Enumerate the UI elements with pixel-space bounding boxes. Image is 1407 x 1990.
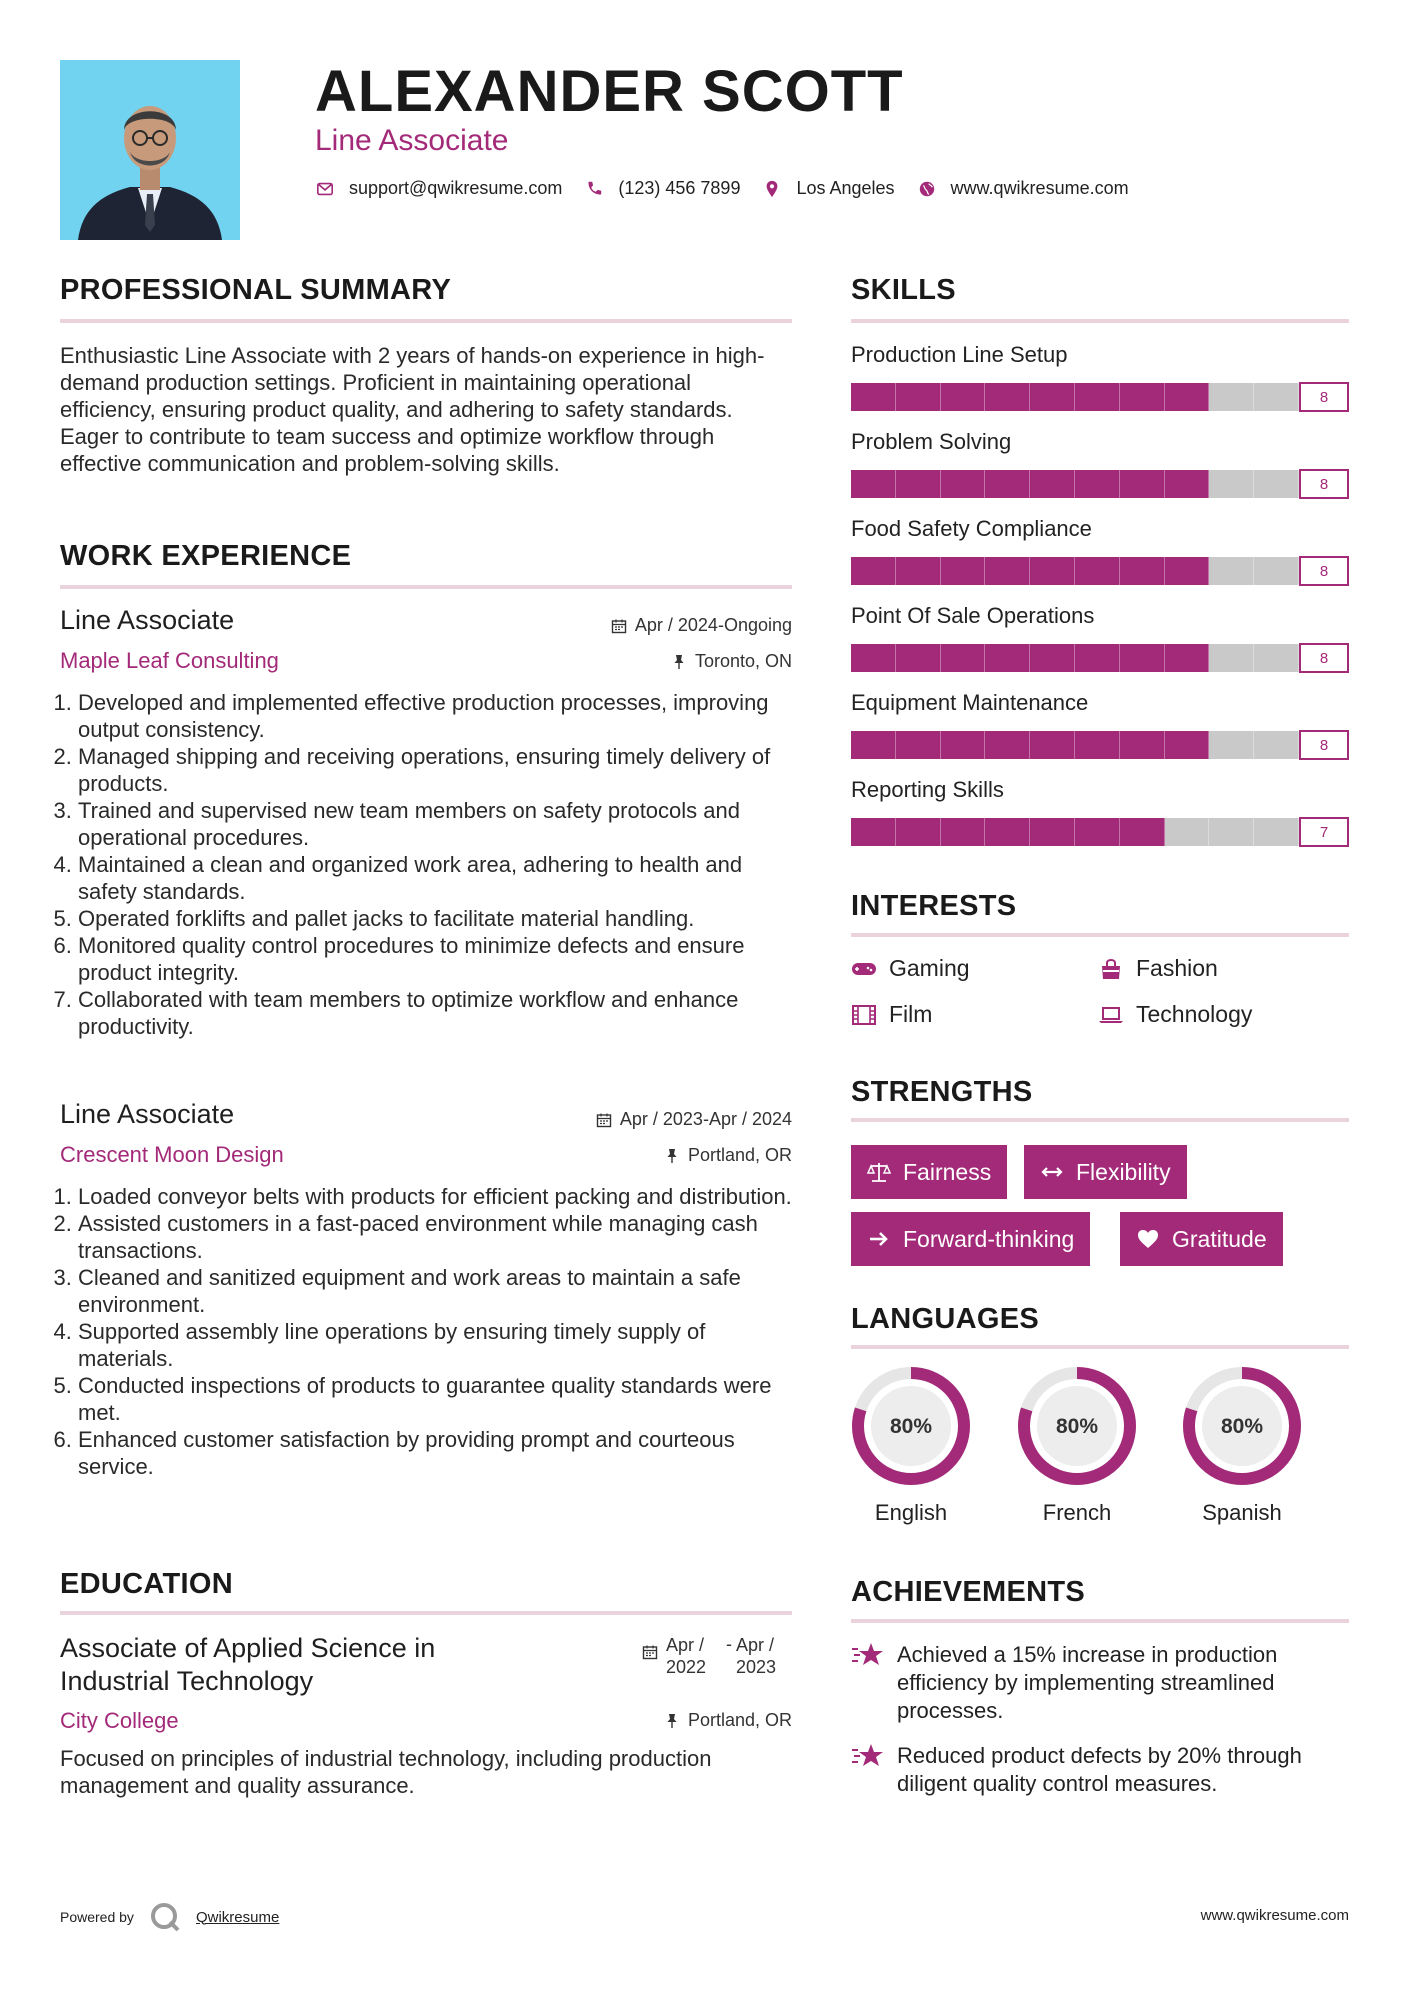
education-location-text: Portland, OR <box>687 1710 792 1730</box>
achievement-text: Reduced product defects by 20% through diligent quality control measures. <box>897 1743 1302 1796</box>
contact-email[interactable] <box>315 178 562 199</box>
language-progress-ring <box>1180 1364 1304 1488</box>
skill-label: Food Safety Compliance <box>851 516 1092 541</box>
education-divider <box>60 1611 792 1615</box>
job-location-text: Portland, OR <box>687 1145 792 1165</box>
qwikresume-logo-icon <box>148 1900 182 1934</box>
calendar-icon <box>642 1644 658 1660</box>
interest-label: Gaming <box>889 955 970 981</box>
list-item: 3. Cleaned and sanitized equipment and work areas to maintain a safe environment. <box>78 1264 792 1318</box>
strength-chip <box>851 1212 1090 1266</box>
education-location <box>500 1710 792 1731</box>
skill-score-badge: 8 <box>1299 556 1349 586</box>
list-item: 3. Trained and supervised new team members on safety protocols and operational procedures. <box>78 797 792 851</box>
education-description: Focused on principles of industrial technology, including production management and quality assurance. <box>60 1746 712 1798</box>
job-bullets <box>60 1183 792 1480</box>
skill-bar-segment <box>941 731 986 759</box>
language-name: French <box>1042 1500 1112 1525</box>
skill-score-badge: 8 <box>1299 730 1349 760</box>
skill-bar-segment <box>1165 644 1210 672</box>
skill-bar-segment <box>1030 557 1075 585</box>
interest-gaming <box>851 955 970 982</box>
skill-bar-segment <box>1120 818 1165 846</box>
interest-film <box>851 1001 932 1028</box>
language-progress-ring <box>1015 1364 1139 1488</box>
website-text: www.qwikresume.com <box>950 178 1129 198</box>
job-title: Line Associate <box>60 1099 235 1129</box>
skill-bar-segment <box>1030 818 1075 846</box>
phone-icon <box>584 179 604 199</box>
skill-bar-segment <box>896 383 941 411</box>
skill-label: Point Of Sale Operations <box>851 603 1095 628</box>
calendar-icon <box>596 1112 612 1128</box>
job-dates <box>500 1109 792 1130</box>
skill-score-badge: 8 <box>1299 643 1349 673</box>
strength-label: Gratitude <box>1172 1225 1267 1252</box>
job-location-text: Toronto, ON <box>694 651 792 671</box>
skill-bar-segment <box>1254 557 1299 585</box>
skill-bar <box>851 730 1299 760</box>
list-item: 4. Maintained a clean and organized work area, adhering to health and safety standards. <box>78 851 792 905</box>
skill-bar-segment <box>985 818 1030 846</box>
brand-link[interactable]: Qwikresume <box>195 1908 280 1926</box>
strength-chip <box>1120 1212 1283 1266</box>
language-progress-ring <box>849 1364 973 1488</box>
contact-bar <box>315 178 1151 199</box>
list-item: 4. Supported assembly line operations by ensuring timely supply of materials. <box>78 1318 792 1372</box>
skills-divider <box>851 319 1349 323</box>
skill-score-badge: 8 <box>1299 469 1349 499</box>
language-name: English <box>874 1500 948 1525</box>
interest-technology <box>1098 1001 1252 1028</box>
job-dates-text: Apr / 2023-Apr / 2024 <box>619 1109 792 1129</box>
skill-bar-segment <box>985 383 1030 411</box>
skill-bar-segment <box>941 383 986 411</box>
job-location <box>500 1145 792 1166</box>
education-start: Apr / 2022 <box>666 1635 707 1677</box>
skill-bar-segment <box>941 470 986 498</box>
job-dates <box>500 615 792 636</box>
skill-bar-segment <box>1120 557 1165 585</box>
film-icon <box>851 1004 877 1026</box>
double-arrow-icon <box>1040 1160 1064 1184</box>
skill-bar-segment <box>1209 818 1254 846</box>
languages-divider <box>851 1345 1349 1349</box>
languages-heading: LANGUAGES <box>851 1303 1039 1335</box>
pushpin-icon <box>664 1148 680 1164</box>
skill-bar-segment <box>851 383 896 411</box>
strengths-heading: STRENGTHS <box>851 1076 1033 1108</box>
achievements-divider <box>851 1619 1349 1623</box>
strength-chip <box>851 1145 1007 1199</box>
skill-bar-segment <box>985 557 1030 585</box>
list-item: 1. Developed and implemented effective production processes, improving output consistency. <box>78 689 792 743</box>
heart-icon <box>1136 1227 1160 1251</box>
achievement-item <box>851 1742 1349 1798</box>
summary-divider <box>60 319 792 323</box>
skill-bar-segment <box>896 470 941 498</box>
job-dates-text: Apr / 2024-Ongoing <box>634 615 792 635</box>
language-item <box>1015 1364 1139 1526</box>
gamepad-icon <box>851 958 877 980</box>
interest-label: Fashion <box>1136 955 1218 981</box>
balance-scale-icon <box>867 1160 891 1184</box>
skill-bar-segment <box>896 644 941 672</box>
list-item: 5. Operated forklifts and pallet jacks to facilitate material handling. <box>78 905 792 932</box>
degree-title: Associate of Applied Science in Industrial Technology <box>60 1633 436 1696</box>
contact-website[interactable] <box>917 178 1129 199</box>
language-percent: 80% <box>1220 1415 1264 1438</box>
list-item: 2. Assisted customers in a fast-paced environment while managing cash transactions. <box>78 1210 792 1264</box>
skill-bar-segment <box>1030 731 1075 759</box>
skills-heading: SKILLS <box>851 274 956 306</box>
skill-bar-segment <box>1120 470 1165 498</box>
contact-location <box>762 178 894 199</box>
skill-bar-segment <box>941 557 986 585</box>
language-percent: 80% <box>1055 1415 1099 1438</box>
experience-divider <box>60 585 792 589</box>
skill-bar-segment <box>1120 731 1165 759</box>
skill-bar <box>851 382 1299 412</box>
footer-branding <box>60 1900 279 1934</box>
star-badge-icon <box>851 1641 885 1669</box>
skill-bar-segment <box>1075 470 1120 498</box>
education-dates <box>600 1634 792 1678</box>
skill-score-badge: 7 <box>1299 817 1349 847</box>
envelope-icon <box>315 179 335 199</box>
skill-bar-segment <box>896 818 941 846</box>
skill-bar-segment <box>1165 731 1210 759</box>
map-pin-icon <box>762 179 782 199</box>
list-item: 7. Collaborated with team members to optimize workflow and enhance productivity. <box>78 986 792 1040</box>
shopping-bag-icon <box>1098 958 1124 980</box>
skill-bar-segment <box>941 644 986 672</box>
strength-chip <box>1024 1145 1187 1199</box>
candidate-name: ALEXANDER SCOTT <box>315 59 904 124</box>
skill-bar-segment <box>851 644 896 672</box>
skill-bar-segment <box>1030 644 1075 672</box>
language-name: Spanish <box>1202 1500 1282 1525</box>
job-title: Line Associate <box>60 605 235 635</box>
job-company: Maple Leaf Consulting <box>60 648 279 673</box>
skill-bar-segment <box>1254 470 1299 498</box>
skill-bar-segment <box>1254 818 1299 846</box>
interests-heading: INTERESTS <box>851 890 1017 922</box>
skill-bar-segment <box>851 470 896 498</box>
list-item: 5. Conducted inspections of products to guarantee quality standards were met. <box>78 1372 792 1426</box>
experience-heading: WORK EXPERIENCE <box>60 540 352 572</box>
skill-bar-segment <box>1120 383 1165 411</box>
pushpin-icon <box>664 1713 680 1729</box>
education-heading: EDUCATION <box>60 1568 233 1600</box>
interest-fashion <box>1098 955 1218 982</box>
skill-bar-segment <box>1075 644 1120 672</box>
list-item: 1. Loaded conveyor belts with products for efficient packing and distribution. <box>78 1183 792 1210</box>
strength-label: Fairness <box>903 1158 992 1185</box>
skill-bar-segment <box>1075 818 1120 846</box>
school-name: City College <box>60 1708 179 1733</box>
skill-bar-segment <box>985 644 1030 672</box>
skill-bar <box>851 817 1299 847</box>
summary-heading: PROFESSIONAL SUMMARY <box>60 274 452 306</box>
list-item: 6. Monitored quality control procedures to minimize defects and ensure product integrity. <box>78 932 792 986</box>
strengths-divider <box>851 1118 1349 1122</box>
skill-bar-segment <box>1254 644 1299 672</box>
interest-label: Film <box>889 1001 933 1027</box>
skill-label: Reporting Skills <box>851 777 1004 802</box>
interests-divider <box>851 933 1349 937</box>
skill-bar-segment <box>1075 383 1120 411</box>
strength-label: Flexibility <box>1076 1158 1171 1185</box>
skill-bar-segment <box>941 818 986 846</box>
skill-bar-segment <box>1209 383 1254 411</box>
skill-label: Production Line Setup <box>851 342 1068 367</box>
skill-label: Equipment Maintenance <box>851 690 1089 715</box>
skill-bar-segment <box>1120 644 1165 672</box>
achievement-item <box>851 1641 1349 1725</box>
phone-text: (123) 456 7899 <box>618 178 741 198</box>
calendar-icon <box>611 618 627 634</box>
email-text: support@qwikresume.com <box>349 178 563 198</box>
date-separator: - <box>726 1634 732 1654</box>
skill-bar-segment <box>896 731 941 759</box>
language-item <box>1180 1364 1304 1526</box>
language-percent: 80% <box>889 1415 933 1438</box>
strength-label: Forward-thinking <box>903 1225 1075 1252</box>
profile-photo <box>60 60 240 240</box>
skill-bar-segment <box>1254 731 1299 759</box>
skill-bar-segment <box>1165 557 1210 585</box>
skill-bar-segment <box>1209 557 1254 585</box>
skill-bar-segment <box>985 731 1030 759</box>
candidate-role: Line Associate <box>315 124 509 157</box>
skill-bar-segment <box>985 470 1030 498</box>
star-badge-icon <box>851 1742 885 1770</box>
contact-phone[interactable] <box>584 178 740 199</box>
skill-bar <box>851 556 1299 586</box>
arrow-right-icon <box>867 1227 891 1251</box>
skill-label: Problem Solving <box>851 429 1012 454</box>
language-item <box>849 1364 973 1526</box>
skill-bar-segment <box>1209 644 1254 672</box>
skill-bar-segment <box>1254 383 1299 411</box>
achievements-heading: ACHIEVEMENTS <box>851 1576 1086 1608</box>
skill-bar <box>851 643 1299 673</box>
location-text: Los Angeles <box>796 178 895 198</box>
skill-score-badge: 8 <box>1299 382 1349 412</box>
globe-icon <box>917 179 937 199</box>
job-location <box>500 651 792 672</box>
skill-bar-segment <box>1030 383 1075 411</box>
list-item: 2. Managed shipping and receiving operations, ensuring timely delivery of products. <box>78 743 792 797</box>
powered-by-text: Powered by <box>60 1909 134 1925</box>
job-company: Crescent Moon Design <box>60 1142 284 1167</box>
achievement-text: Achieved a 15% increase in production efficiency by implementing streamlined processes. <box>897 1642 1278 1723</box>
skill-bar-segment <box>1165 383 1210 411</box>
skill-bar-segment <box>1209 731 1254 759</box>
skill-bar <box>851 469 1299 499</box>
list-item: 6. Enhanced customer satisfaction by providing prompt and courteous service. <box>78 1426 792 1480</box>
interest-label: Technology <box>1136 1001 1253 1027</box>
skill-bar-segment <box>1030 470 1075 498</box>
job-bullets <box>60 689 792 1040</box>
skill-bar-segment <box>851 557 896 585</box>
skill-bar-segment <box>1075 731 1120 759</box>
skill-bar-segment <box>896 557 941 585</box>
summary-text: Enthusiastic Line Associate with 2 years of hands-on experience in high-demand production settings. Proficient in maintaining operational efficiency, ensuring product quality, and adhering to safety standards. Eager to contribute to team success and optimize workflow through effective communication and problem-solving skills. <box>60 343 765 476</box>
pushpin-icon <box>671 654 687 670</box>
skill-bar-segment <box>851 818 896 846</box>
skill-bar-segment <box>1165 470 1210 498</box>
skill-bar-segment <box>1075 557 1120 585</box>
education-end: Apr / 2023 <box>736 1635 777 1677</box>
footer-website[interactable]: www.qwikresume.com <box>1200 1907 1349 1924</box>
skill-bar-segment <box>851 731 896 759</box>
laptop-icon <box>1098 1004 1124 1026</box>
skill-bar-segment <box>1165 818 1210 846</box>
skill-bar-segment <box>1209 470 1254 498</box>
